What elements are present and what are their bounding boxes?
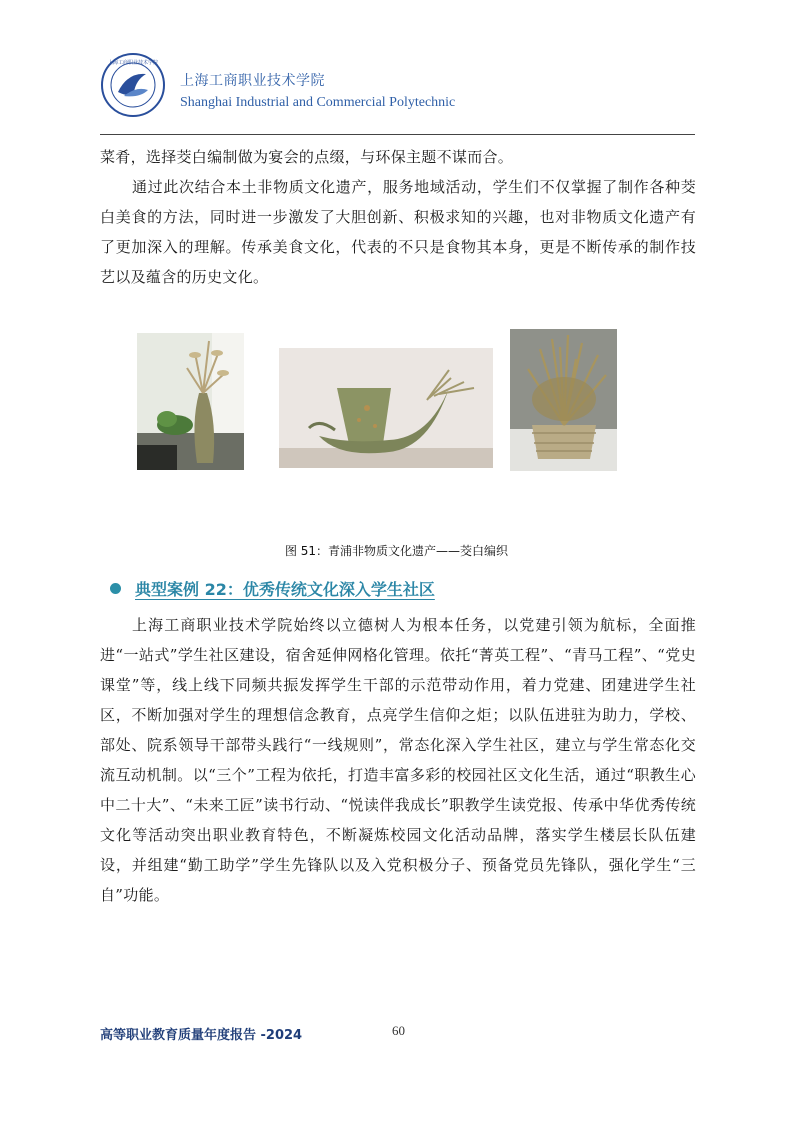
photo-woven-boat [279,348,493,468]
svg-text:上海工商职业技术学院: 上海工商职业技术学院 [107,60,159,66]
bullet-icon [110,583,121,594]
school-name-cn: 上海工商职业技术学院 [180,73,325,89]
photo-woven-basket [510,329,617,471]
page-header [100,52,700,122]
paragraph-summary: 通过此次结合本土非物质文化遗产，服务地域活动，学生们不仅掌握了制作各种茭白美食的方法，同时进一步激发了大胆创新、积极求知的兴趣，也对非物质文化遗产有了更加深入的理解。传承美食文化，代表的不只是食物其本身，更是不断传承的制作技艺以及蕴含的历史文化。 [100,178,696,286]
paragraph-case-description: 上海工商职业技术学院始终以立德树人为根本任务，以党建引领为航标，全面推进“一站式”学生社区建设，宿舍延伸网格化管理。依托“菁英工程”、“青马工程”、“党史课堂”等，线上线下同频共振发挥学生干部的示范带动作用，着力党建、团建进学生社区，不断加强对学生的理想信念教育，点亮学生信仰之炬；以队伍进驻为助力，学校、部处、院系领导干部带头践行“一线规则”，常态化深入学生社区，建立与学生常态化交流互动机制。以“三个”工程为依托，打造丰富多彩的校园社区文化生活，通过“职教生心中二十大”、“未来工匠”读书行动、“悦读伴我成长”职教学生读党报、传承中华优秀传统文化等活动突出职业教育特色，不断凝炼校园文化活动品牌，落实学生楼层长队伍建设，并组建“勤工助学”学生先锋队以及入党积极分子、预备党员先锋队，强化学生“三自”功能。 [100,616,696,904]
paragraph-continued: 菜肴，选择茭白编制做为宴会的点缀，与环保主题不谋而合。 [100,148,514,166]
section-title: 典型案例 22：优秀传统文化深入学生社区 [135,580,435,599]
figure-caption: 图 51：青浦非物质文化遗产——茭白编织 [284,544,509,558]
photo-woven-vase [137,333,244,470]
page-number: 60 [392,1023,405,1038]
school-logo-icon [100,52,166,118]
section-heading [110,577,435,600]
header-divider [100,134,695,135]
school-name-en: Shanghai Industrial and Commercial Polytechnic [180,95,456,110]
footer-report-title: 高等职业教育质量年度报告 -2024 [100,1028,303,1043]
